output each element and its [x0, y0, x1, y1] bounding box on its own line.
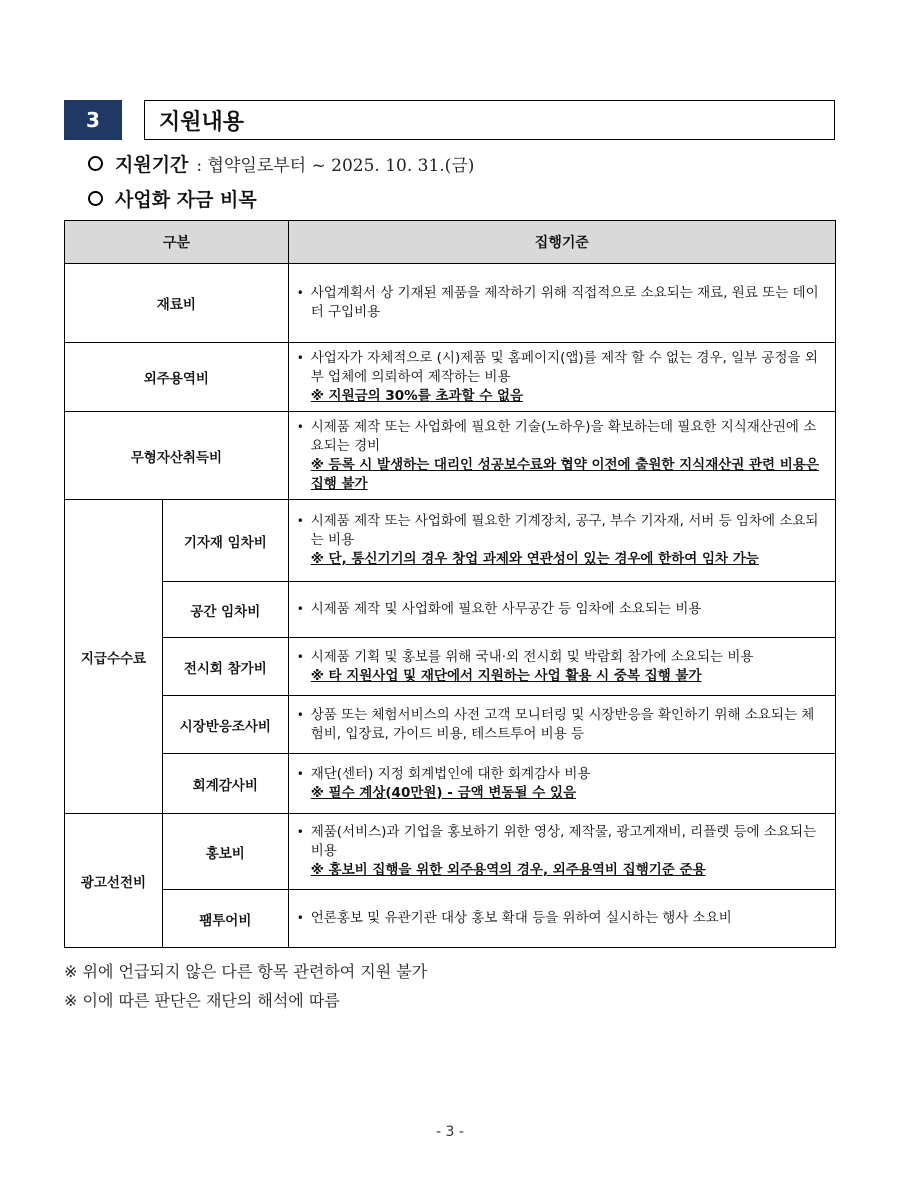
header-criteria: 집행기준 [288, 221, 835, 264]
row-category: 외주용역비 [65, 343, 289, 412]
row-note: ※ 등록 시 발생하는 대리인 성공보수료와 협약 이전에 출원한 지식재산권 관련 비용은 집행 불가 [310, 456, 819, 492]
row-text: 시제품 제작 또는 사업화에 필요한 기술(노하우)을 확보하는데 필요한 지식재산권에 소요되는 경비 [310, 418, 817, 454]
bullet-dot-icon: • [296, 350, 304, 365]
table-header-row [65, 221, 836, 264]
bullet-dot-icon: • [296, 514, 304, 528]
row-note: ※ 홍보비 집행을 위한 외주용역의 경우, 외주용역비 집행기준 준용 [310, 862, 706, 878]
row-description [288, 343, 835, 412]
row-note: ※ 타 지원사업 및 재단에서 지원하는 사업 활용 시 중복 집행 불가 [310, 667, 702, 684]
table-row [65, 890, 836, 948]
row-category: 시장반응조사비 [162, 696, 288, 754]
table-row [65, 754, 836, 814]
row-description [288, 696, 835, 754]
row-category: 전시회 참가비 [162, 638, 288, 696]
row-text: 재단(센터) 지정 회계법인에 대한 회계감사 비용 [310, 765, 591, 782]
circle-bullet-icon [88, 156, 103, 171]
circle-bullet-icon [88, 191, 103, 206]
row-category: 기자재 임차비 [162, 500, 288, 582]
row-text: 상품 또는 체험서비스의 사전 고객 모니터링 및 시장반응을 확인하기 위해 소요되는 체험비, 입장료, 가이드 비용, 테스트투어 비용 등 [310, 706, 815, 742]
row-category: 회계감사비 [162, 754, 288, 814]
row-text: 사업자가 자체적으로 (시)제품 및 홈페이지(앱)를 제작 할 수 없는 경우, 일부 공정을 외부 업체에 의뢰하여 제작하는 비용 [310, 349, 818, 385]
section-title: 지원내용 [144, 100, 835, 140]
row-category: 재료비 [65, 264, 289, 343]
row-category: 홍보비 [162, 814, 288, 890]
row-note: ※ 필수 계상(40만원) - 금액 변동될 수 있음 [310, 784, 577, 801]
row-text: 시제품 기획 및 홍보를 위해 국내·외 전시회 및 박람회 참가에 소요되는 비용 [310, 648, 754, 665]
row-text: 시제품 제작 및 사업화에 필요한 사무공간 등 임차에 소요되는 비용 [310, 601, 702, 617]
bullet-dot-icon: • [296, 602, 304, 616]
table-row [65, 343, 836, 412]
period-value: : 협약일로부터 ~ 2025. 10. 31.(금) [196, 156, 475, 176]
section-number: 3 [64, 100, 122, 140]
bullet-dot-icon: • [296, 707, 304, 722]
row-category: 팸투어비 [162, 890, 288, 948]
footnote: ※ 위에 언급되지 않은 다른 항목 관련하여 지원 불가 [64, 962, 428, 981]
section-header [64, 100, 245, 140]
bullet-dot-icon: • [296, 911, 304, 925]
period-line [88, 150, 474, 177]
table-row [65, 500, 836, 582]
row-description [288, 814, 835, 890]
bullet-dot-icon: • [296, 419, 304, 434]
row-text: 제품(서비스)과 기업을 홍보하기 위한 영상, 제작물, 광고게재비, 리플렛 등에 소요되는 비용 [310, 824, 817, 859]
bullet-dot-icon: • [296, 825, 304, 839]
period-label: 지원기간 [115, 154, 189, 176]
row-category: 무형자산취득비 [65, 412, 289, 500]
budget-table [64, 220, 836, 948]
row-category: 공간 임차비 [162, 582, 288, 638]
header-category: 구분 [65, 221, 289, 264]
row-description [288, 500, 835, 582]
row-description [288, 264, 835, 343]
row-description [288, 638, 835, 696]
budget-heading-line [88, 185, 257, 212]
bullet-dot-icon: • [296, 649, 304, 664]
table-row [65, 696, 836, 754]
page-number: - 3 - [436, 1124, 464, 1140]
table-row [65, 814, 836, 890]
bullet-dot-icon: • [296, 286, 304, 300]
table-row [65, 412, 836, 500]
row-group: 광고선전비 [65, 814, 163, 948]
row-description [288, 412, 835, 500]
table-row [65, 638, 836, 696]
row-description [288, 582, 835, 638]
row-note: ※ 단, 통신기기의 경우 창업 과제와 연관성이 있는 경우에 한하여 임차 가능 [310, 551, 759, 567]
bullet-dot-icon: • [296, 766, 304, 781]
row-text: 시제품 제작 또는 사업화에 필요한 기계장치, 공구, 부수 기자재, 서버 등 임차에 소요되는 비용 [310, 513, 819, 548]
table-row [65, 582, 836, 638]
row-text: 사업계획서 상 기재된 제품을 제작하기 위해 직접적으로 소요되는 재료, 원료 또는 데이터 구입비용 [310, 285, 819, 320]
row-description [288, 754, 835, 814]
row-text: 언론홍보 및 유관기관 대상 홍보 확대 등을 위하여 실시하는 행사 소요비 [310, 910, 732, 926]
row-group: 지급수수료 [65, 500, 163, 814]
row-description [288, 890, 835, 948]
row-note: ※ 지원금의 30%를 초과할 수 없음 [310, 387, 524, 404]
budget-heading: 사업화 자금 비목 [115, 189, 257, 211]
table-row [65, 264, 836, 343]
footnote: ※ 이에 따른 판단은 재단의 해석에 따름 [64, 991, 340, 1010]
